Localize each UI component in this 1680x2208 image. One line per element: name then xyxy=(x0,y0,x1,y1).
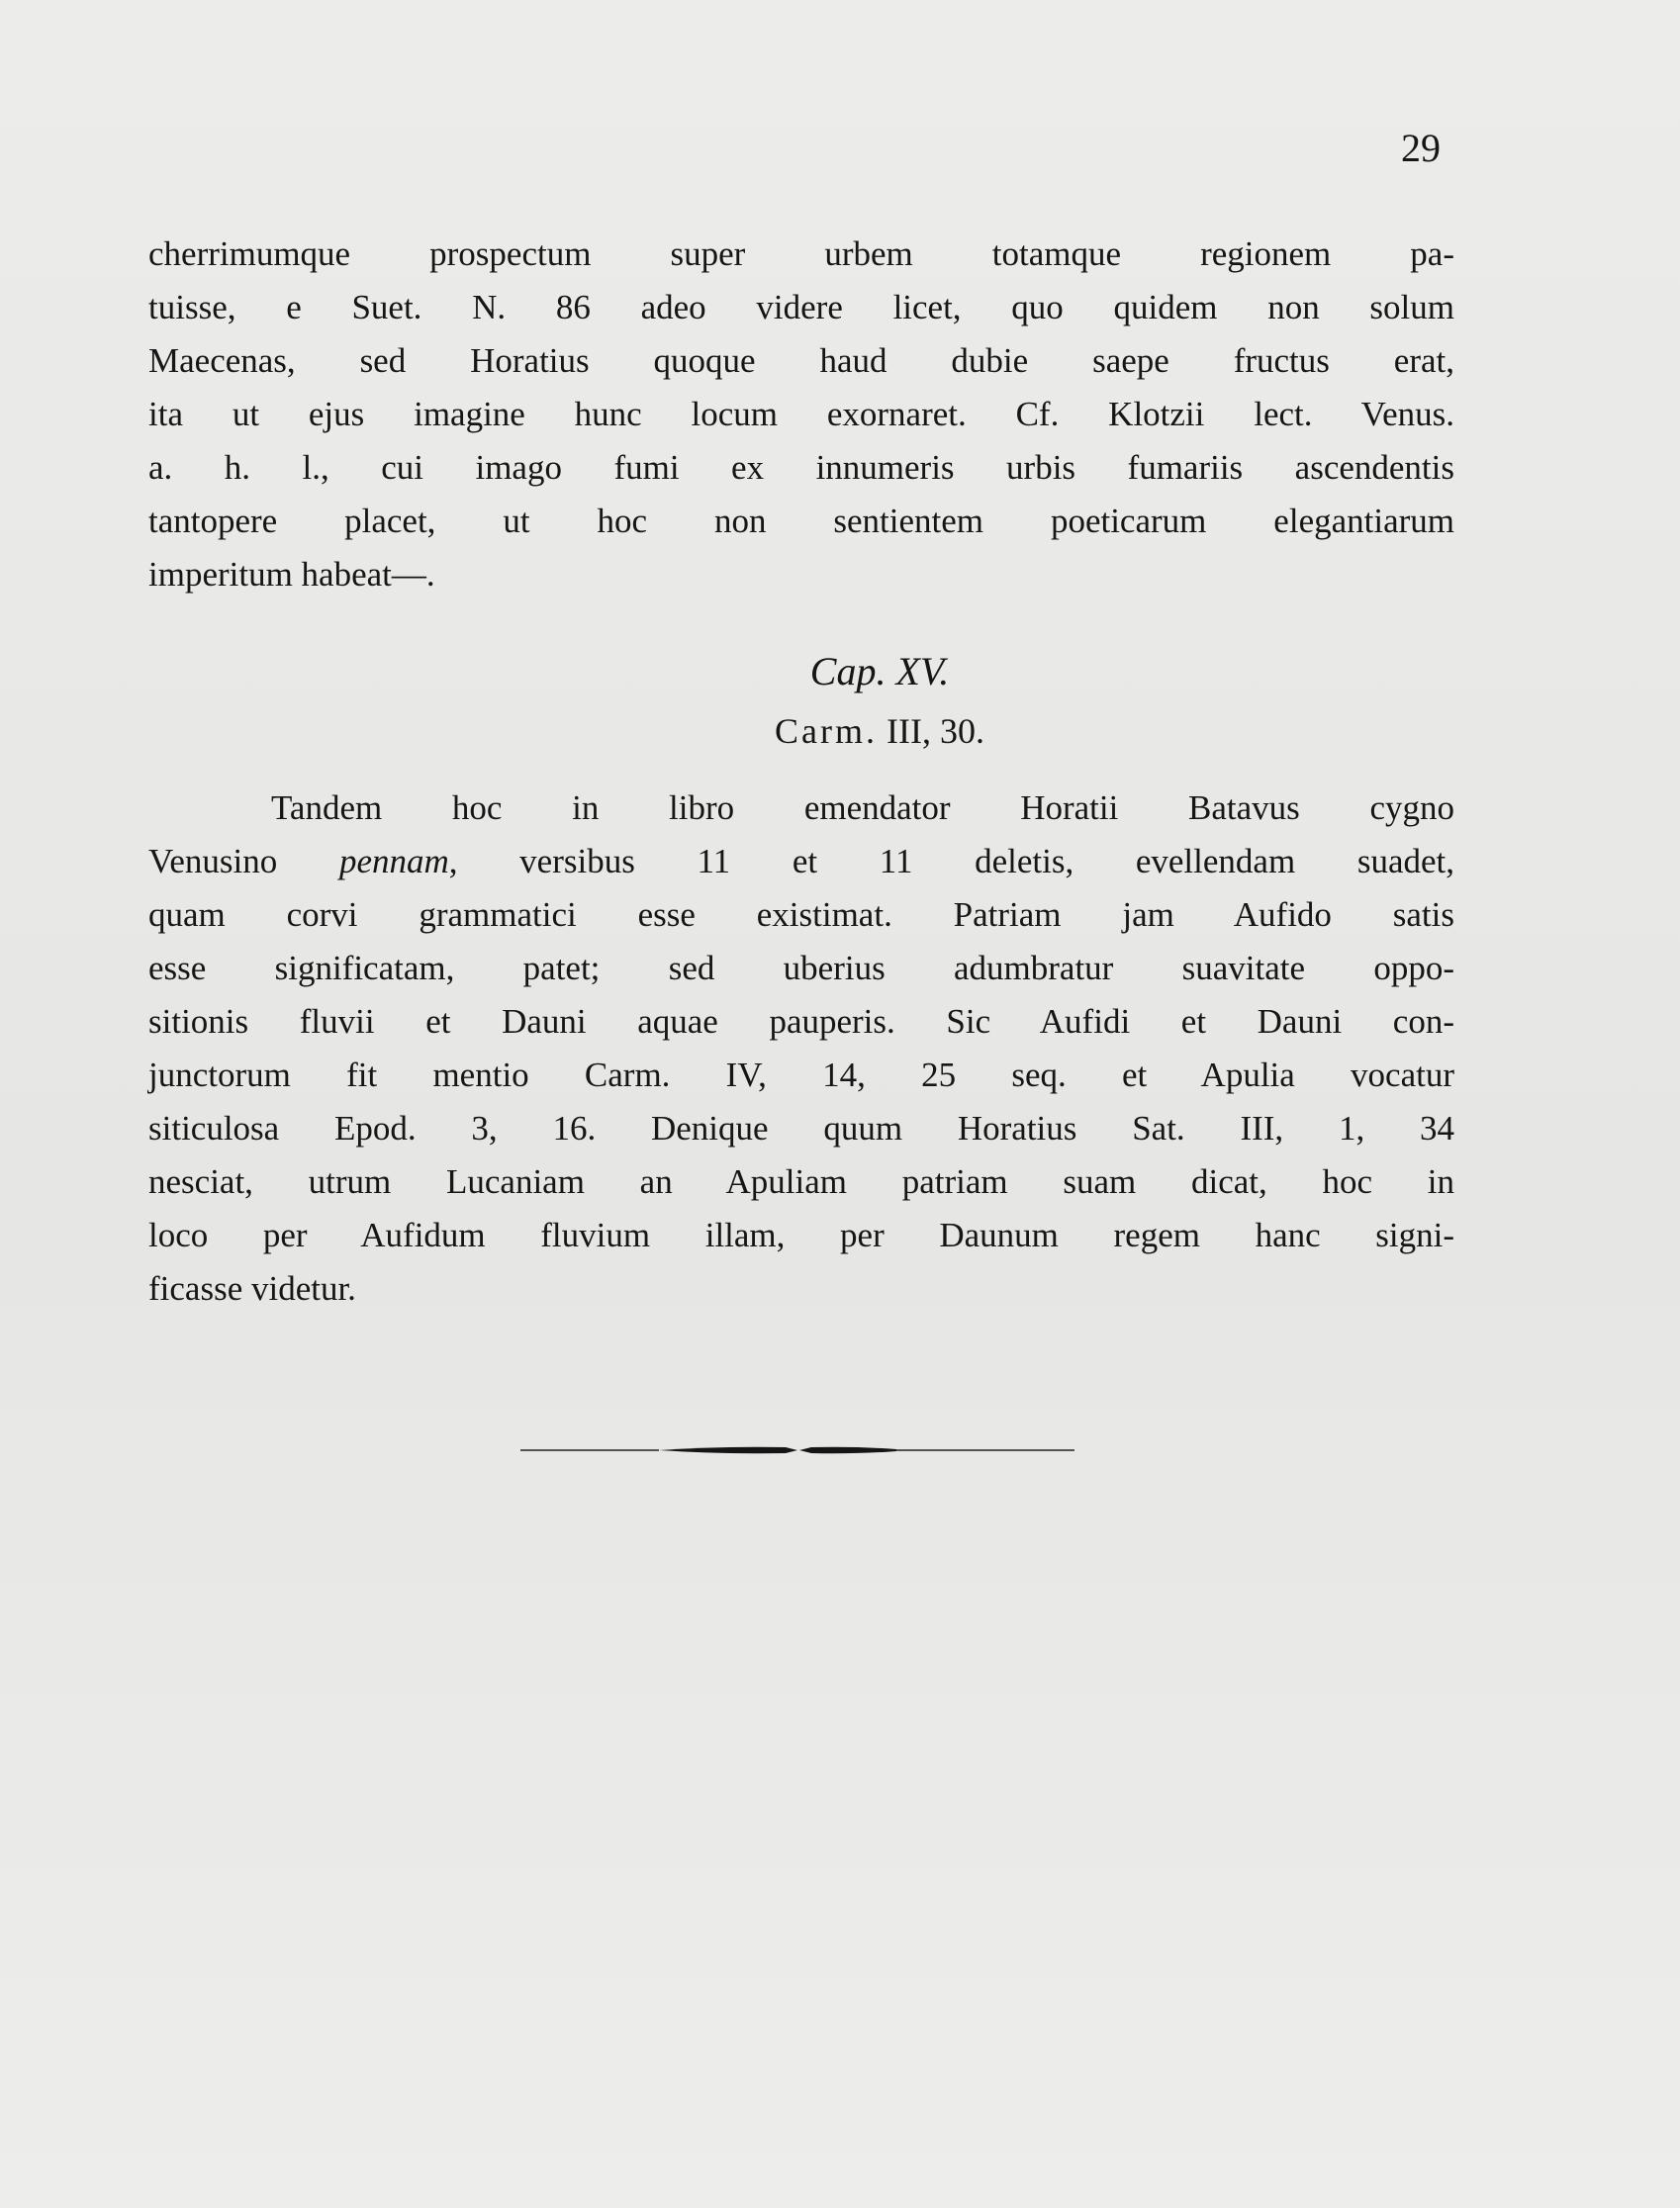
text-line: junctorum fit mentio Carm. IV, 14, 25 seq. et Apulia vocatur xyxy=(148,1056,1454,1094)
paragraph-1 xyxy=(148,228,1454,601)
text-fragment: , versibus 11 et 11 deletis, evellendam suadet, xyxy=(448,842,1454,880)
chapter-reference xyxy=(0,708,1680,754)
paragraph-2 xyxy=(148,782,1454,1316)
text-fragment: Venusino xyxy=(148,842,339,880)
text-line: tantopere placet, ut hoc non sentientem poeticarum elegantiarum xyxy=(148,502,1454,540)
text-line: ficasse videtur. xyxy=(148,1269,356,1308)
text-line: ita ut ejus imagine hunc locum exornaret. Cf. Klotzii lect. Venus. xyxy=(148,395,1454,433)
chapter-title: Cap. XV. xyxy=(809,649,950,693)
reference-work: Carm. xyxy=(775,711,878,751)
page-number: 29 xyxy=(1401,126,1441,170)
text-line: imperitum habeat—. xyxy=(148,555,435,594)
text-line: a. h. l., cui imago fumi ex innumeris urbis fumariis ascendentis xyxy=(148,448,1454,487)
ornamental-divider xyxy=(520,1442,1074,1458)
italic-word: pennam xyxy=(338,842,449,880)
text-line: Maecenas, sed Horatius quoque haud dubie saepe fructus erat, xyxy=(148,341,1454,380)
text-line: tuisse, e Suet. N. 86 adeo videre licet, quo quidem non solum xyxy=(148,288,1454,326)
text-line xyxy=(148,835,1454,888)
text-line: Tandem hoc in libro emendator Horatii Batavus cygno xyxy=(271,788,1454,827)
text-line: cherrimumque prospectum super urbem totamque regionem pa- xyxy=(148,234,1454,273)
text-line: quam corvi grammatici esse existimat. Patriam jam Aufido satis xyxy=(148,895,1454,934)
text-line: loco per Aufidum fluvium illam, per Daunum regem hanc signi- xyxy=(148,1216,1454,1254)
text-line: esse significatam, patet; sed uberius adumbratur suavitate oppo- xyxy=(148,949,1454,987)
text-line: siticulosa Epod. 3, 16. Denique quum Horatius Sat. III, 1, 34 xyxy=(148,1109,1454,1148)
text-line: nesciat, utrum Lucaniam an Apuliam patriam suam dicat, hoc in xyxy=(148,1162,1454,1201)
reference-numbers: III, 30. xyxy=(887,711,984,751)
text-line: sitionis fluvii et Dauni aquae pauperis. Sic Aufidi et Dauni con- xyxy=(148,1002,1454,1041)
